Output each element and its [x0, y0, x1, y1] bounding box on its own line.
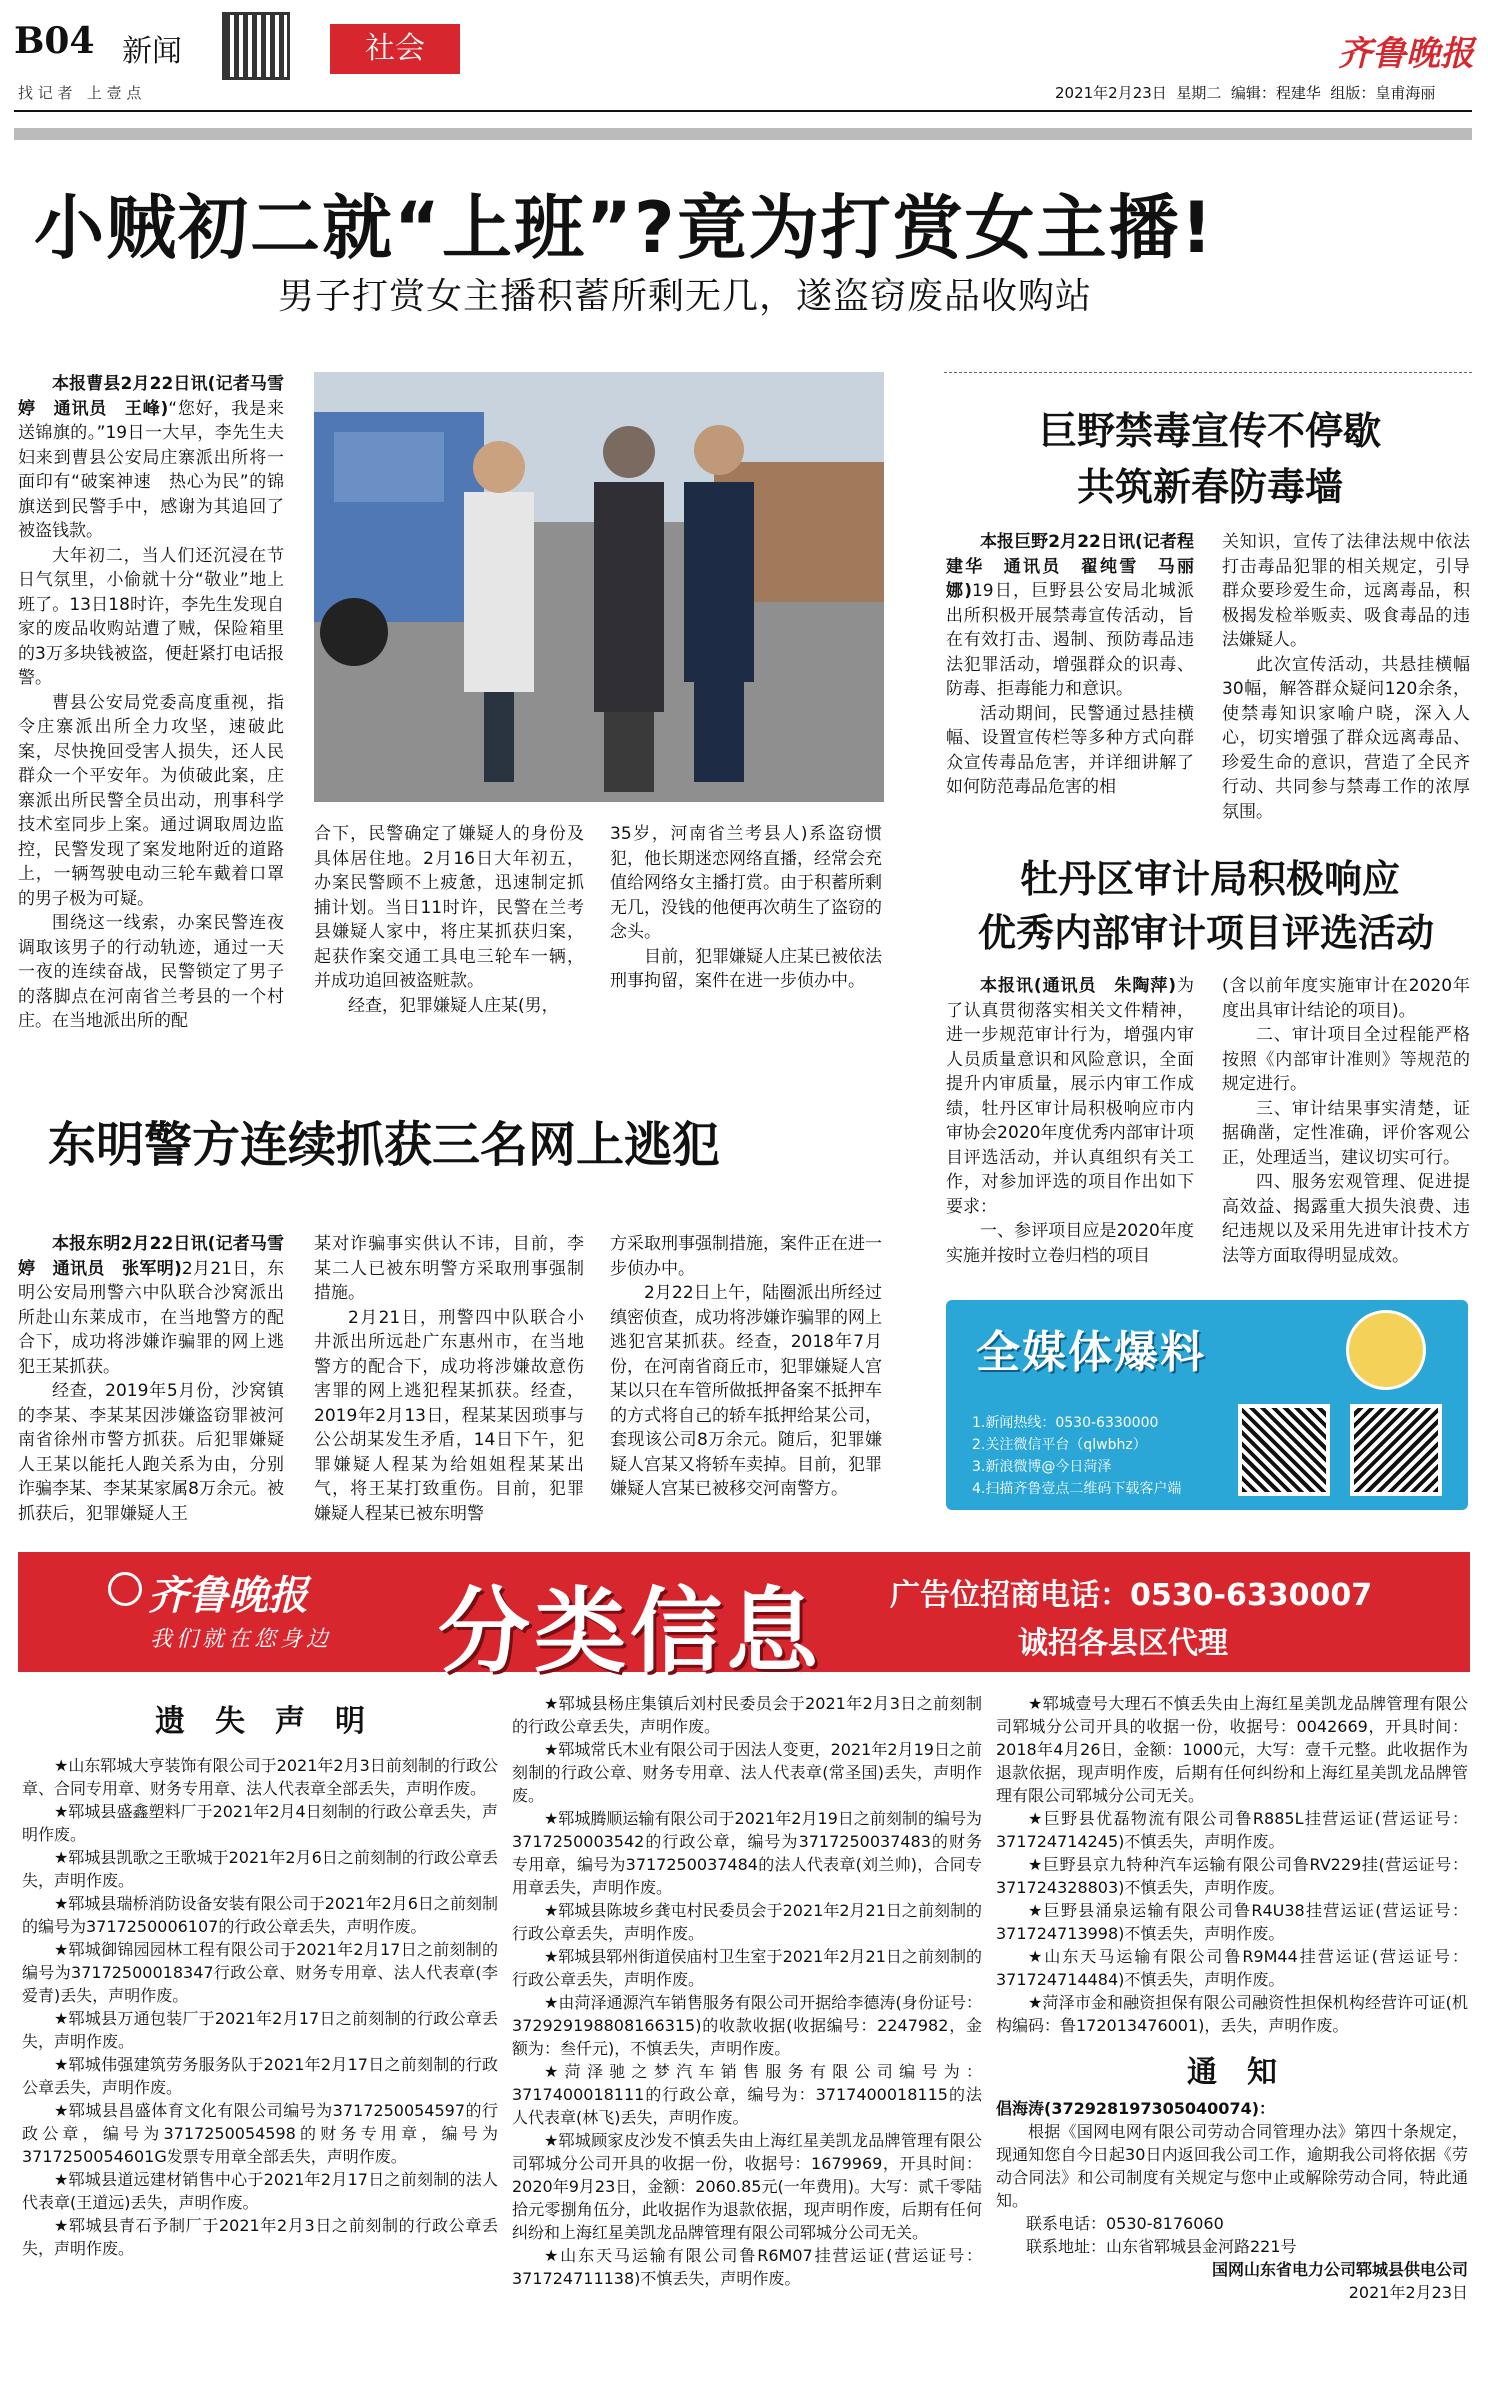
header-slogan: 找 记 者 上 壹 点 — [18, 84, 142, 102]
star-icon: ★ — [544, 1901, 559, 1920]
classified-item — [512, 2244, 982, 2290]
notice-title: 通 知 — [1187, 2055, 1277, 2090]
dashed-divider — [944, 372, 1472, 373]
classified-item — [22, 2007, 498, 2053]
classified-item — [996, 1692, 1468, 1807]
fugitive-headline: 东明警方连续抓获三名网上逃犯 — [48, 1117, 721, 1173]
classified-item — [22, 2053, 498, 2099]
media-box-list — [972, 1412, 1232, 1500]
drug-headline-2: 共筑新春防毒墙 — [1076, 465, 1343, 509]
notice-recipient: 倡海涛(372928197305040074)： — [996, 2099, 1276, 2118]
classified-item — [512, 2129, 982, 2244]
classified-item-text: 郓城县郓州街道侯庙村卫生室于2021年2月21日之前刻制的行政公章丢失，声明作废。 — [512, 1947, 982, 1989]
notice-phone: 联系电话：0530-8176060 — [1026, 2214, 1224, 2233]
paragraph: 四、服务宏观管理、促进提高效益、揭露重大损失浪费、违纪违规以及采用先进审计技术方法等方面取得明显成效。 — [1222, 1172, 1470, 1266]
star-icon: ★ — [54, 1940, 69, 1959]
media-item: 2.关注微信平台（qlwbhz） — [972, 1437, 1147, 1453]
notice-date: 2021年2月23日 — [1348, 2283, 1468, 2302]
classified-item-text: 郓城腾顺运输有限公司于2021年2月19日之前刻制的编号为3717250003542的行政公章，编号为3717250037483的财务专用章，编号为3717250037484的法人代表章(刘兰帅)，合同专用章丢失，声明作废。 — [512, 1809, 982, 1897]
header-rule — [14, 110, 1472, 112]
classified-item-text: 由菏泽通源汽车销售服务有限公司开据给李德涛(身份证号：372929198808166315)的收款收据(收据编号：2247982，金额为：叁仟元)，不慎丢失，声明作废。 — [512, 1993, 983, 2058]
paragraph: 合下，民警确定了嫌疑人的身份及具体居住地。2月16日大年初五，办案民警顾不上疲惫，迅速制定抓捕计划。当日11时许，民警在兰考县嫌疑人家中，将庄某抓获归案，起获作案交通工具电三轮车一辆，并成功追回被盗赃款。 — [314, 824, 584, 991]
main-col-3 — [610, 822, 882, 1022]
star-icon: ★ — [544, 1809, 559, 1828]
paragraph: 某对诈骗事实供认不讳，目前，李某二人已被东明警方采取刑事强制措施。 — [314, 1234, 584, 1303]
classified-tagline: 我们就在您身边 — [150, 1627, 333, 1652]
main-col-2 — [314, 822, 584, 1022]
media-item: 3.新浪微博@今日菏泽 — [972, 1459, 1112, 1475]
notice-address: 联系地址：山东省郓城县金河路221号 — [1026, 2237, 1297, 2256]
star-icon: ★ — [544, 1694, 559, 1713]
classified-item-text: 郓城县陈坡乡龚屯村民委员会于2021年2月21日之前刻制的行政公章丢失，声明作废。 — [512, 1901, 982, 1943]
fugitive-byline: 本报东明2月22日讯(记者马雪婷 通讯员 张军明)2月21日，东明公安局刑警六中队联合沙窝派出所赴山东莱成市，在当地警方的配合下，成功将涉嫌诈骗罪的网上逃犯王某抓获。 — [18, 1234, 284, 1377]
star-icon: ★ — [1028, 1993, 1043, 2012]
classified-item-text: 山东天马运输有限公司鲁R9M44挂营运证(营运证号：371724714484)不慎丢失，声明作废。 — [996, 1947, 1468, 1989]
page-code: B04 — [14, 20, 95, 62]
classified-item-text: 山东郓城大亨装饰有限公司于2021年2月3日前刻制的行政公章、合同专用章、财务专用章、法人代表章全部丢失，声明作废。 — [22, 1756, 498, 1798]
classified-item-text: 郓城壹号大理石不慎丢失由上海红星美凯龙品牌管理有限公司郓城分公司开具的收据一份，收据号：0042669，开具时间：2018年4月26日，金额：1000元，大写：壹千元整。此收据作为退款依据，现声明作废，后期有任何纠纷和上海红星美凯龙品牌管理有限公司郓城分公司无关。 — [996, 1694, 1468, 1805]
classified-item-text: 郓城县瑞桥消防设备安装有限公司于2021年2月6日之前刻制的编号为3717250006107的行政公章丢失，声明作废。 — [22, 1894, 498, 1936]
classified-col-2 — [512, 1692, 982, 2382]
section-name: 新闻 — [122, 34, 182, 69]
star-icon: ★ — [54, 1848, 69, 1867]
paragraph: 二、审计项目全过程能严格按照《内部审计准则》等规范的规定进行。 — [1222, 1025, 1470, 1094]
lost-title: 遗 失 声 明 — [155, 1704, 365, 1739]
classified-item — [22, 1846, 498, 1892]
classified-item-text: 郓城常氏木业有限公司于因法人变更，2021年2月19日之前刻制的行政公章、财务专用章、法人代表章(常圣国)丢失，声明作废。 — [512, 1740, 982, 1805]
classified-item-text: 郓城县青石予制厂于2021年2月3日之前刻制的行政公章丢失，声明作废。 — [22, 2216, 498, 2258]
brand-logo: 齐鲁晚报 — [1338, 34, 1474, 74]
classified-item-text: 巨野县京九特种汽车运输有限公司鲁RV229挂(营运证号：371724328803)不慎丢失，声明作废。 — [996, 1855, 1468, 1897]
qr-code-icon — [1350, 1404, 1442, 1496]
star-icon: ★ — [54, 2055, 69, 2074]
classified-col-3 — [996, 1692, 1468, 2382]
paragraph: (含以前年度实施审计在2020年度出具审计结论的项目)。 — [1222, 976, 1470, 1021]
star-icon: ★ — [1028, 1855, 1043, 1874]
classified-item — [512, 1945, 982, 1991]
paragraph: 经查，犯罪嫌疑人庄某(男， — [348, 995, 559, 1016]
notice-signer: 国网山东省电力公司郓城县供电公司 — [1211, 2260, 1468, 2279]
classified-item — [22, 1754, 498, 1800]
star-icon: ★ — [54, 2009, 69, 2028]
star-icon: ★ — [54, 1894, 69, 1913]
classified-item — [996, 1991, 1468, 2037]
audit-headline-2: 优秀内部审计项目评选活动 — [977, 911, 1434, 955]
drug-col-2 — [1222, 530, 1470, 820]
header-rule-thick — [14, 128, 1472, 140]
star-icon: ★ — [1028, 1694, 1043, 1713]
main-subhead: 男子打赏女主播积蓄所剩无几，遂盗窃废品收购站 — [278, 276, 1093, 317]
paragraph: 目前，犯罪嫌疑人庄某已被依法刑事拘留，案件在进一步侦办中。 — [610, 946, 882, 991]
classified-item — [22, 1938, 498, 2007]
paragraph: 2月21日，刑警四中队联合小井派出所远赴广东惠州市，在当地警方的配合下，成功将涉嫌故意伤害罪的网上逃犯程某抓获。经查，2019年2月13日，程某某因琐事与公公胡某发生矛盾，14日下午，犯罪嫌疑人程某为给姐姐程某某出气，将王某打致重伤。目前，犯罪嫌疑人程某已被东明警 — [314, 1307, 584, 1524]
paragraph: 关知识，宣传了法律法规中依法打击毒品犯罪的相关规定，引导群众要珍爱生命，远离毒品，积极揭发检举贩卖、吸食毒品的违法嫌疑人。 — [1222, 532, 1470, 650]
classified-item-text: 郓城县盛鑫塑料厂于2021年2月4日刻制的行政公章丢失，声明作废。 — [22, 1802, 498, 1844]
classified-item-text: 郓城县万通包装厂于2021年2月17日之前刻制的行政公章丢失，声明作废。 — [22, 2009, 499, 2051]
classified-item-text: 郓城县杨庄集镇后刘村民委员会于2021年2月3日之前刻制的行政公章丢失，声明作废。 — [512, 1694, 983, 1736]
paragraph: 大年初二，当人们还沉浸在节日气氛里，小偷就十分“敬业”地上班了。13日18时许，李先生发现自家的废品收购站遭了贼，保险箱里的3万多块钱被盗，便赶紧打电话报警。 — [18, 545, 284, 688]
classified-item-text: 郓城县道远建材销售中心于2021年2月17日之前刻制的法人代表章(王道远)丢失，声明作废。 — [22, 2170, 499, 2212]
main-byline: 本报曹县2月22日讯(记者马雪婷 通讯员 王峰)“您好，我是来送锦旗的。”19日一大早，李先生夫妇来到曹县公安局庄寨派出所将一面印有“破案神速 热心为民”的锦旗送到民警手中，感谢为其追回了被盗钱款。 — [18, 374, 284, 541]
media-item: 1.新闻热线：0530-6330000 — [972, 1415, 1159, 1431]
paragraph: 35岁，河南省兰考县人)系盗窃惯犯，他长期迷恋网络直播，经常会充值给网络女主播打赏。由于积蓄所剩无几，没钱的他便再次萌生了盗窃的念头。 — [610, 824, 882, 942]
classified-item-text: 巨野县涌泉运输有限公司鲁R4U38挂营运证(营运证号：371724713998)不慎丢失，声明作废。 — [996, 1901, 1468, 1943]
fugitive-col-1 — [18, 1232, 284, 1524]
classified-item — [22, 2168, 498, 2214]
star-icon: ★ — [544, 2246, 561, 2265]
paragraph: 曹县公安局党委高度重视，指令庄寨派出所全力攻坚，速破此案，尽快挽回受害人损失，还人民群众一个平安年。为侦破此案，庄寨派出所民警全员出动，刑事科学技术室同步上案。通过调取周边监控，民警发现了案发地附近的道路上，一辆驾驶电动三轮车戴着口罩的男子极为可疑。 — [18, 692, 284, 909]
classified-item — [512, 1899, 982, 1945]
drug-headline-1: 巨野禁毒宣传不停歇 — [1038, 409, 1381, 453]
star-icon: ★ — [1028, 1809, 1044, 1828]
classified-item — [22, 1892, 498, 1938]
star-icon: ★ — [1028, 1947, 1045, 1966]
notice-body: 根据《国网电网有限公司劳动合同管理办法》第四十条规定，现通知您自今日起30日内返回我公司工作，逾期我公司将依据《劳动合同法》和公司制度有关规定与您中止或解除劳动合同，特此通知。 — [996, 2122, 1468, 2210]
classified-brand: 齐鲁晚报 — [148, 1572, 308, 1619]
classified-item — [22, 2214, 498, 2260]
media-box — [946, 1300, 1468, 1510]
police-escort-photo — [314, 372, 884, 802]
classified-item — [996, 1945, 1468, 1991]
paragraph: 一、参评项目应是2020年度实施并按时立卷归档的项目 — [946, 1221, 1194, 1266]
audit-col-2 — [1222, 974, 1470, 1284]
paragraph: 活动期间，民警通过悬挂横幅、设置宣传栏等多种方式向群众宣传毒品危害，并详细讲解了如何防范毒品危害的相 — [946, 703, 1194, 797]
main-col-1 — [18, 372, 284, 1031]
lost-notice-list — [512, 1692, 982, 2290]
classified-item — [996, 1853, 1468, 1899]
drug-byline: 本报巨野2月22日讯(记者程建华 通讯员 翟纯雪 马丽娜)19日，巨野县公安局北城派出所积极开展禁毒宣传活动，旨在有效打击、遏制、预防毒品违法犯罪活动，增强群众的识毒、防毒、拒毒能力和意识。 — [946, 532, 1194, 699]
star-icon: ★ — [544, 1947, 559, 1966]
star-icon: ★ — [54, 2170, 69, 2189]
qr-code-icon — [1238, 1404, 1330, 1496]
classified-item-text: 菏泽市金和融资担保有限公司融资性担保机构经营许可证(机构编码：鲁172013476001)，丢失，声明作废。 — [996, 1993, 1469, 2035]
classified-item-text: 山东天马运输有限公司鲁R6M07挂营运证(营运证号：371724711138)不慎丢失，声明作废。 — [512, 2246, 982, 2288]
classified-banner — [18, 1552, 1470, 1685]
paragraph: 围绕这一线索，办案民警连夜调取该男子的行动轨迹，通过一天一夜的连续奋战，民警锁定了男子的落脚点在河南省兰考县的一个村庄。在当地派出所的配 — [18, 913, 284, 1031]
classified-item — [512, 2060, 982, 2129]
main-headline: 小贼初二就“上班”?竟为打赏女主播! — [34, 187, 1215, 269]
drug-col-1 — [946, 530, 1194, 820]
column-tag — [330, 24, 460, 74]
classified-item — [512, 1991, 982, 2060]
classified-item — [512, 1738, 982, 1807]
classified-item — [512, 1692, 982, 1738]
paragraph: 方采取刑事强制措施，案件正在进一步侦办中。 — [610, 1234, 882, 1279]
classified-item — [22, 2099, 498, 2168]
classified-item — [996, 1899, 1468, 1945]
paragraph: 三、审计结果事实清楚，证据确凿，定性准确，评价客观公正，处理适当，建议切实可行。 — [1222, 1098, 1470, 1168]
ad-phone: 广告位招商电话：0530-6330007 — [890, 1578, 1373, 1613]
classified-item-text: 郓城县凯歌之王歌城于2021年2月6日之前刻制的行政公章丢失，声明作废。 — [22, 1848, 498, 1890]
column-tag-label: 社会 — [365, 31, 425, 66]
classified-item-text: 菏泽驰之梦汽车销售服务有限公司编号为：3717400018111的行政公章，编号为：3717400018115的法人代表章(林飞)丢失，声明作废。 — [512, 2062, 982, 2127]
star-icon: ★ — [544, 1740, 559, 1759]
star-icon: ★ — [54, 1756, 69, 1775]
audit-headline-1: 牡丹区审计局积极响应 — [1019, 857, 1400, 901]
audit-col-1 — [946, 974, 1194, 1284]
classified-item-text: 郓城御锦园园林工程有限公司于2021年2月17日之前刻制的编号为3717250001834​7行政公章、财务专用章、法人代表章(李爱青)丢失，声明作废。 — [22, 1940, 499, 2005]
classified-item — [512, 1807, 982, 1899]
star-icon: ★ — [544, 2131, 559, 2150]
audit-byline: 本报讯(通讯员 朱陶萍)为了认真贯彻落实相关文件精神，进一步规范审计行为，增强内审人员质量意识和风险意识，全面提升内审质量，展示内审工作成绩，牡丹区审计局积极响应市内审协会2020年度优秀内部审计项目评选活动，并认真组织有关工作，对参加评选的项目作出如下要求： — [946, 976, 1195, 1217]
classified-item-text: 巨野县优磊物流有限公司鲁R885L挂营运证(营运证号：371724714245)不慎丢失，声明作废。 — [996, 1809, 1468, 1851]
star-icon: ★ — [1028, 1901, 1044, 1920]
classified-col-1 — [22, 1692, 498, 2382]
paragraph: 此次宣传活动，共悬挂横幅30幅，解答群众疑问120余条，使禁毒知识家喻户晓，深入人心，切实增强了群众远离毒品、珍爱生命的意识，营造了全民齐行动、共同参与禁毒工作的浓厚氛围。 — [1222, 654, 1470, 822]
classified-item-text: 郓城伟强建筑劳务服务队于2021年2月17日之前刻制的行政公章丢失，声明作废。 — [22, 2055, 499, 2097]
qr-code-icon — [222, 12, 290, 80]
classified-title: 分类信息 — [438, 1578, 823, 1685]
paragraph: 2月22日上午，陆圈派出所经过缜密侦查，成功将涉嫌诈骗罪的网上逃犯宫某抓获。经查，2018年7月份，在河南省商丘市，犯罪嫌疑人宫某以只在车管所做抵押备案不抵押车的方式将自己的轿车抵押给某公司，套现该公司8万余元。随后，犯罪嫌疑人宫某又将轿车卖掉。目前，犯罪嫌疑人宫某已被移交河南警方。 — [610, 1283, 882, 1499]
lost-notice-list — [996, 1692, 1468, 2037]
fugitive-col-3 — [610, 1232, 882, 1512]
star-icon: ★ — [54, 2101, 69, 2120]
news-photo — [314, 372, 884, 802]
fugitive-col-2 — [314, 1232, 584, 1524]
media-box-title: 全媒体爆料 — [976, 1327, 1206, 1378]
brand-emblem-icon — [108, 1572, 142, 1606]
media-item: 4.扫描齐鲁壹点二维码下载客户端 — [972, 1481, 1182, 1497]
classified-item-text: 郓城顾家皮沙发不慎丢失由上海红星美凯龙品牌管理有限公司郓城分公司开具的收据一份，收据号：1679969，开具时间：2020年9月23日，金额：2060.85元(一年费用)。大写：贰千零陆拾元零捌角伍分，此收据作为退款依据，现声明作废，后期有任何纠纷和上海红星美凯龙品牌管理有限公司郓城分公司无关。 — [512, 2131, 982, 2242]
star-icon: ★ — [544, 1993, 559, 2012]
classified-item — [22, 1800, 498, 1846]
mascot-icon — [1346, 1310, 1426, 1390]
classified-item — [996, 1807, 1468, 1853]
paragraph: 经查，2019年5月份，沙窝镇的李某、李某某因涉嫌盗窃罪被河南省徐州市警方抓获。后犯罪嫌疑人王某以能托人跑关系为由，分别诈骗李某、李某某家属8万余元。被抓获后，犯罪嫌疑人王 — [18, 1381, 284, 1524]
star-icon: ★ — [54, 1802, 69, 1821]
ad-agent: 诚招各县区代理 — [1018, 1626, 1228, 1661]
lost-notice-list — [22, 1754, 498, 2260]
star-icon: ★ — [54, 2216, 70, 2235]
classified-item-text: 郓城县昌盛体育文化有限公司编号为3717250054597的行政公章，编号为3717250054598的财务专用章，编号为3717250054601G发票专用章全部丢失，声明作废。 — [22, 2101, 499, 2166]
star-icon: ★ — [544, 2062, 565, 2081]
date-line: 2021年2月23日 星期二 编辑：程建华 组版：皇甫海丽 — [1055, 84, 1436, 102]
